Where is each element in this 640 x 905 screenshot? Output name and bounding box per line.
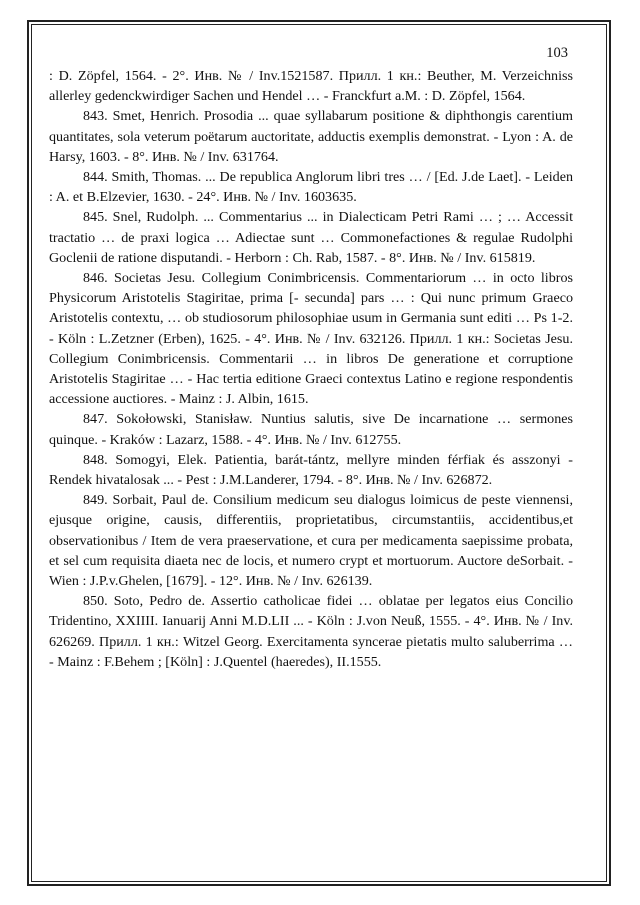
catalog-entry-844: 844. Smith, Thomas. ... De republica Anglorum libri tres … / [Ed. J.de Laet]. - Leiden : A. et B.Elzevier, 1630. - 24°. Инв. № / Inv. 1603635.	[49, 169, 573, 206]
catalog-entry-845: 845. Snel, Rudolph. ... Commentarius ... in Dialecticam Petri Rami … ; … Accessit tractatio … de praxi logica … Adiectae sunt … Commonefactiones & regulae Rudolphi Goclenii de ratione disputandi. - Herborn : Ch. Rab, 1587. - 8°. Инв. № / Inv. 615819.	[49, 209, 573, 266]
catalog-entry-850: 850. Soto, Pedro de. Assertio catholicae fidei … oblatae per legatos eius Concilio Tridentino, XXIIII. Ianuarij Anni M.D.LII ... - Köln : J.von Neuß, 1555. - 4°. Инв. № / Inv. 626269. Прилл. 1 кн.: Witzel Georg. Exercitamenta syncerae pietatis multo saluberrima … - Mainz : F.Behem ; [Köln] : J.Quentel (haeredes), II.1555.	[49, 593, 573, 670]
continuation-paragraph: : D. Zöpfel, 1564. - 2°. Инв. № / Inv.1521587. Прилл. 1 кн.: Beuther, M. Verzeichniss allerley gedenckwirdiger Sachen und Hendel … - Franckfurt a.M. : D. Zöpfel, 1564.	[49, 68, 573, 105]
catalog-entry-848: 848. Somogyi, Elek. Patientia, barát-tántz, mellyre minden férfiak és asszonyi - Rendek hivatalosak ... - Pest : J.M.Landerer, 1794. - 8°. Инв. № / Inv. 626872.	[49, 451, 573, 489]
catalog-entry-847: 847. Sokołowski, Stanisław. Nuntius salutis, sive De incarnatione … sermones quinque. - Kraków : Lazarz, 1588. - 4°. Инв. № / Inv. 612755.	[49, 411, 573, 448]
catalog-entry-849: 849. Sorbait, Paul de. Consilium medicum seu dialogus loimicus de peste viennensi, ejusque origine, causis, differentiis, proprietatibus, circumstantiis, accidentibus,et observationibus / Item de vera praeservatione, et cura per medicamenta saepissime probata, et sel cum requisita diaeta nec de locis, et numero crypt et mortuorum. Auctore deSorbait. - Wien : J.P.v.Ghelen, [1679]. - 12°. Инв. № / Inv. 626139.	[49, 492, 573, 590]
page-number: 103	[546, 45, 568, 61]
catalog-entry-843: 843. Smet, Henrich. Prosodia ... quae syllabarum positione & diphthongis carentium quantitates, sola veterum poëtarum auctoritate, adductis exemplis demonstrat. - Lyon : A. de Harsy, 1603. - 8°. Инв. № / Inv. 631764.	[49, 108, 573, 165]
catalog-text	[49, 66, 573, 672]
catalog-entry-846: 846. Societas Jesu. Collegium Conimbricensis. Commentariorum … in octo libros Physicorum Aristotelis Stagiritae, prima [- secunda] pars … : Qui nunc primum Graeco Aristotelis contextu, … ob studiosorum philosophiae usum in Germania sunt editi … Ps 1-2. - Köln : L.Zetzner (Erben), 1625. - 4°. Инв. № / Inv. 632126. Прилл. 1 кн.: Societas Jesu. Collegium Conimbricensis. Commentarii … in libros De generatione et corruptione Aristotelis Stagiritae … - Hac tertia editione Graeci contextus Latino e regione respondentis accessione auctiores. - Mainz : J. Albin, 1615.	[49, 270, 573, 408]
